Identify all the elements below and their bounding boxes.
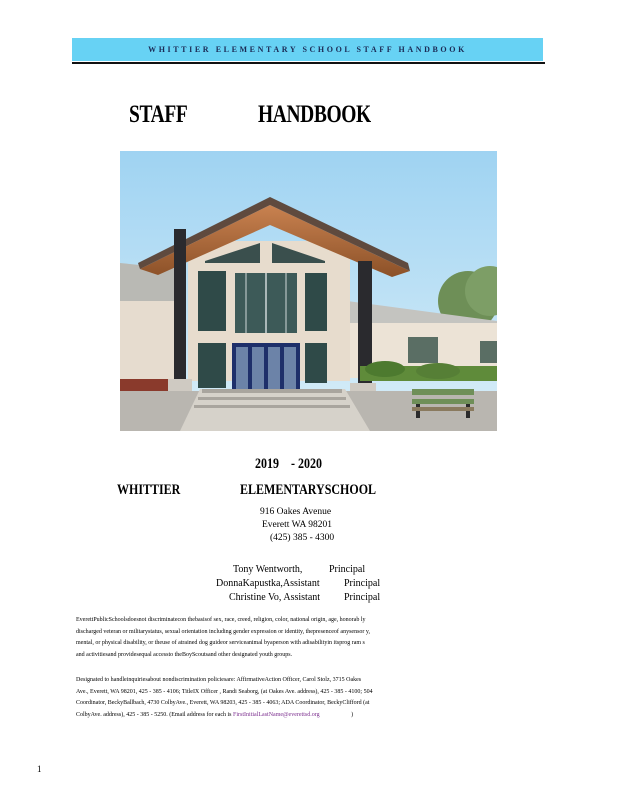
staff-principal-role: Principal	[329, 564, 366, 575]
statement-line: EverettPublicSchoolsdoesnot discriminatecon thebasisof sex, race, creed, religion, color, national origin, age, honorab ly	[76, 617, 366, 623]
page-number: 1	[37, 764, 42, 774]
staff-assistant-2-role: Principal	[344, 592, 381, 603]
address-street: 916 Oakes Avenue	[260, 507, 332, 517]
contact-line: Coordinator, BeckyBallbach, 4730 ColbyAve., Everett, WA 98203, 425 - 385 - 4063; ADA Coordinator, BeckyClifford (at	[76, 700, 370, 706]
email-link[interactable]: FirstInitialLastName@everettsd.org	[233, 711, 320, 718]
staff-assistant-1-role: Principal	[344, 578, 381, 589]
contact-line-close: )	[351, 711, 354, 718]
address-city: Everett WA 98201	[262, 520, 333, 530]
staff-assistant-1-name: DonnaKapustka,Assistant	[216, 578, 320, 589]
header-divider	[72, 62, 545, 64]
running-header	[72, 38, 543, 61]
school-year-start: 2019	[255, 456, 279, 472]
nondiscrimination-contacts	[76, 675, 546, 721]
document-title-staff: STAFF	[129, 101, 188, 128]
statement-line: discharged veteran or militarystatus, sexual orientation including gender expression or identity, thepresenceof anysensor y,	[76, 628, 371, 635]
statement-line: mental, or physical disability, or theuse of atrained dog guideor serviceanimal byaperson with adisabilityin itsprog ram s	[76, 640, 365, 646]
address-phone: (425) 385 - 4300	[270, 533, 335, 543]
contact-line-text: ColbyAve. address), 425 - 385 - 5250. (Email address for each is	[76, 711, 232, 718]
school-building-photo	[120, 151, 497, 431]
staff-assistant-2-name: Christine Vo, Assistant	[229, 592, 321, 603]
staff-principal-name: Tony Wentworth,	[233, 564, 303, 575]
contact-line: Designated to handleinquiriesabout nondiscrimination policiesare: AffirmativeAction Officer, Carol Stolz, 3715 Oakes	[76, 677, 362, 683]
running-header-title: WHITTIER ELEMENTARY SCHOOL STAFF HANDBOOK	[148, 45, 467, 54]
contact-line	[76, 710, 546, 722]
statement-line: and activitiesand providesequal accessto theBoyScoutsand other designated youth groups.	[76, 651, 293, 658]
nondiscrimination-statement	[76, 615, 546, 661]
school-name-whittier: WHITTIER	[117, 482, 181, 498]
contact-line: Ave., Everett, WA 98201, 425 - 385 - 4106; TitleIX Officer , Randi Seaborg, (at Oakes Ave. address), 425 - 385 - 4100; 504	[76, 688, 373, 695]
school-year-end: - 2020	[291, 456, 322, 472]
school-name-elementary: ELEMENTARYSCHOOL	[240, 482, 377, 498]
document-title-handbook: HANDBOOK	[258, 101, 371, 128]
